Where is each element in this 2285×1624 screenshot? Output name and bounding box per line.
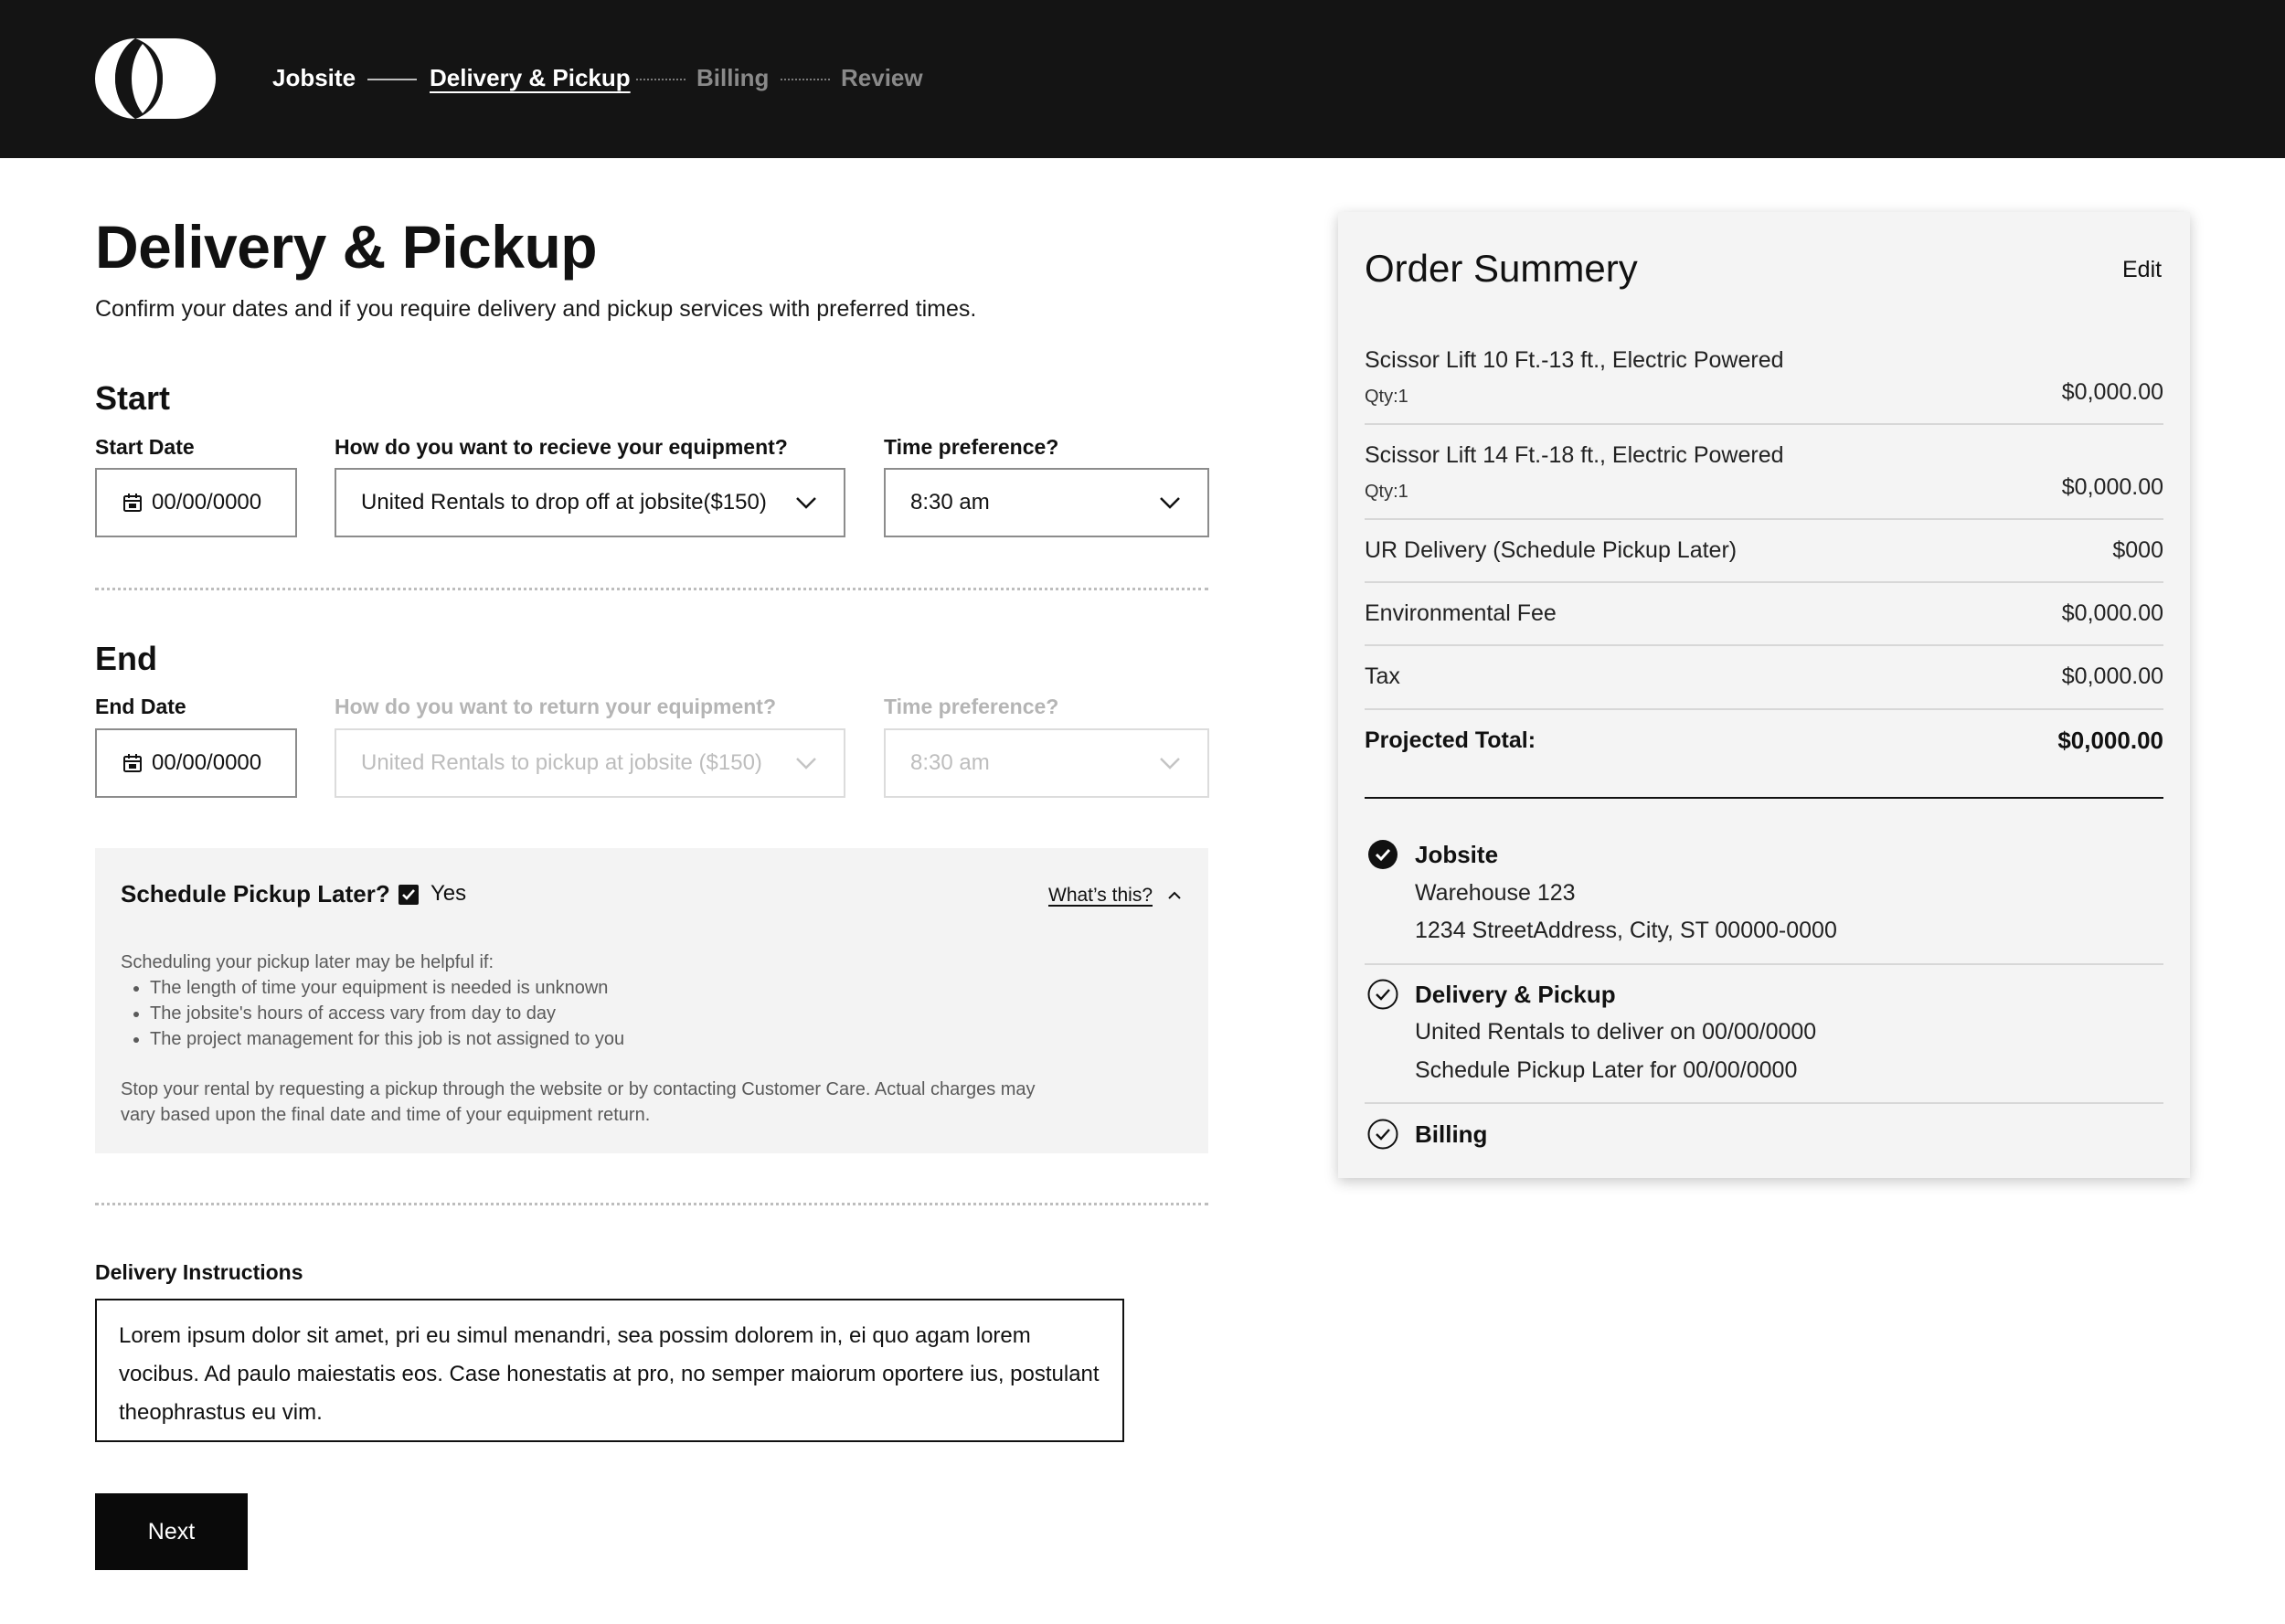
end-date-value: 00/00/0000 bbox=[152, 750, 262, 775]
line-item-divider bbox=[1365, 644, 2163, 646]
section-divider bbox=[95, 588, 1208, 590]
whats-this-link[interactable]: What’s this? bbox=[1048, 885, 1153, 906]
projected-total-label: Projected Total: bbox=[1365, 727, 1536, 753]
chevron-down-icon bbox=[1158, 756, 1182, 770]
summary-step-billing-title: Billing bbox=[1415, 1120, 1488, 1148]
start-time-select[interactable] bbox=[884, 468, 1209, 537]
line-item-price: $0,000.00 bbox=[2061, 379, 2163, 405]
line-item-price: $0,000.00 bbox=[2061, 600, 2163, 626]
summary-step-divider bbox=[1365, 963, 2163, 965]
total-divider bbox=[1365, 797, 2163, 799]
checkmark-icon bbox=[399, 885, 419, 905]
end-time-label: Time preference? bbox=[884, 695, 1059, 718]
schedule-pickup-yes-label[interactable]: Yes bbox=[430, 881, 467, 906]
order-summary-title: Order Summery bbox=[1365, 247, 1638, 290]
end-time-select bbox=[884, 728, 1209, 798]
return-method-label: How do you want to return your equipment? bbox=[335, 695, 776, 718]
section-divider bbox=[95, 1203, 1208, 1205]
receive-method-select[interactable] bbox=[335, 468, 845, 537]
schedule-pickup-question: Schedule Pickup Later? bbox=[121, 880, 390, 908]
chevron-down-icon bbox=[1158, 495, 1182, 510]
progress-step-delivery-pickup[interactable]: Delivery & Pickup bbox=[430, 64, 631, 91]
start-section-heading: Start bbox=[95, 379, 171, 417]
list-item: • The project management for this job is not assigned to you bbox=[150, 1026, 624, 1052]
line-item-name: UR Delivery (Schedule Pickup Later) bbox=[1365, 537, 1738, 563]
order-summary-edit-link[interactable]: Edit bbox=[2122, 257, 2163, 282]
line-item-price: $000 bbox=[2112, 537, 2163, 563]
progress-connector bbox=[781, 79, 830, 80]
progress-step-review[interactable]: Review bbox=[841, 64, 923, 91]
summary-step-divider bbox=[1365, 1102, 2163, 1104]
list-item: • The jobsite's hours of access vary from day to day bbox=[150, 1001, 624, 1026]
receive-method-label: How do you want to recieve your equipment? bbox=[335, 435, 788, 459]
calendar-icon bbox=[122, 493, 143, 513]
progress-step-jobsite[interactable]: Jobsite bbox=[272, 64, 356, 91]
chevron-down-icon bbox=[794, 756, 818, 770]
check-circle-outline-icon bbox=[1367, 1119, 1398, 1150]
page-title: Delivery & Pickup bbox=[95, 213, 598, 281]
start-date-value: 00/00/0000 bbox=[152, 490, 262, 515]
end-date-label: End Date bbox=[95, 695, 186, 718]
delivery-instructions-textarea[interactable] bbox=[95, 1299, 1124, 1442]
line-item-name: Scissor Lift 14 Ft.-18 ft., Electric Powered bbox=[1365, 442, 1784, 468]
calendar-icon bbox=[122, 753, 143, 773]
receive-method-value: United Rentals to drop off at jobsite($150) bbox=[361, 490, 767, 515]
brand-logo[interactable] bbox=[95, 38, 216, 119]
check-circle-outline-icon bbox=[1367, 979, 1398, 1010]
progress-connector bbox=[636, 79, 686, 80]
start-time-label: Time preference? bbox=[884, 435, 1059, 459]
summary-pickup-date: Schedule Pickup Later for 00/00/0000 bbox=[1415, 1057, 1798, 1083]
line-item-divider bbox=[1365, 423, 2163, 425]
line-item-name: Environmental Fee bbox=[1365, 600, 1557, 626]
projected-total-value: $0,000.00 bbox=[2057, 727, 2163, 754]
schedule-pickup-note-line2: vary based upon the final date and time of your equipment return. bbox=[121, 1105, 651, 1125]
line-item-qty: Qty:1 bbox=[1365, 387, 1408, 407]
schedule-pickup-reasons bbox=[121, 975, 624, 1052]
list-item: • The length of time your equipment is needed is unknown bbox=[150, 975, 624, 1001]
end-date-field[interactable] bbox=[95, 728, 297, 798]
line-item-name: Tax bbox=[1365, 663, 1400, 689]
summary-step-jobsite-title: Jobsite bbox=[1415, 841, 1499, 868]
schedule-pickup-note-line1: Stop your rental by requesting a pickup through the website or by contacting Customer Care. Actual charges may bbox=[121, 1079, 1036, 1099]
start-date-label: Start Date bbox=[95, 435, 195, 459]
progress-step-billing[interactable]: Billing bbox=[696, 64, 770, 91]
line-item-price: $0,000.00 bbox=[2061, 663, 2163, 689]
return-method-select bbox=[335, 728, 845, 798]
start-time-value: 8:30 am bbox=[910, 490, 990, 515]
check-circle-filled-icon bbox=[1367, 839, 1398, 870]
end-time-value: 8:30 am bbox=[910, 750, 990, 775]
start-date-field[interactable] bbox=[95, 468, 297, 537]
return-method-value: United Rentals to pickup at jobsite ($150) bbox=[361, 750, 762, 775]
page-subtitle: Confirm your dates and if you require delivery and pickup services with preferred times. bbox=[95, 296, 977, 322]
summary-delivery-date: United Rentals to deliver on 00/00/0000 bbox=[1415, 1019, 1817, 1045]
end-section-heading: End bbox=[95, 640, 157, 677]
line-item-divider bbox=[1365, 581, 2163, 583]
chevron-down-icon bbox=[794, 495, 818, 510]
chevron-up-icon[interactable] bbox=[1167, 890, 1182, 899]
schedule-pickup-checkbox[interactable] bbox=[399, 885, 419, 905]
summary-jobsite-location: Warehouse 123 bbox=[1415, 880, 1576, 906]
line-item-divider bbox=[1365, 518, 2163, 520]
line-item-name: Scissor Lift 10 Ft.-13 ft., Electric Powered bbox=[1365, 347, 1784, 373]
schedule-pickup-intro: Scheduling your pickup later may be helpful if: bbox=[121, 952, 494, 972]
line-item-divider bbox=[1365, 708, 2163, 710]
next-button[interactable]: Next bbox=[95, 1493, 248, 1570]
line-item-price: $0,000.00 bbox=[2061, 474, 2163, 500]
progress-connector bbox=[367, 79, 417, 80]
summary-jobsite-address: 1234 StreetAddress, City, ST 00000-0000 bbox=[1415, 918, 1837, 943]
summary-step-delivery-title: Delivery & Pickup bbox=[1415, 981, 1616, 1008]
line-item-qty: Qty:1 bbox=[1365, 482, 1408, 502]
delivery-instructions-label: Delivery Instructions bbox=[95, 1260, 303, 1284]
